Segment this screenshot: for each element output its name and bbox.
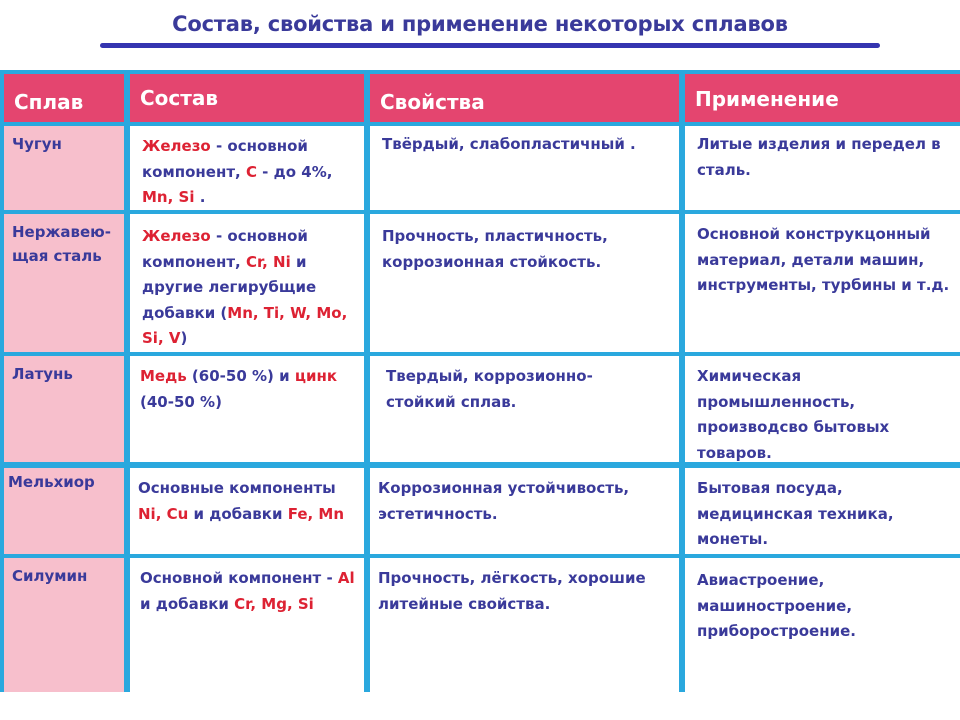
composition-highlight: Cr, Ni xyxy=(245,252,291,271)
composition-text: (40-50 %) xyxy=(140,392,222,411)
header-composition: Состав xyxy=(130,74,364,122)
composition-cell xyxy=(130,356,364,462)
alloy-name: Чугун xyxy=(12,135,62,153)
properties-cell: Прочность, лёгкость, хорошие литейные свойства. xyxy=(370,558,679,692)
composition-text: ) xyxy=(180,329,188,347)
alloy-name: Латунь xyxy=(12,365,73,383)
composition-cell xyxy=(130,126,364,210)
composition-highlight: Cr, Mg, Si xyxy=(234,594,314,613)
properties-cell: Прочность, пластичность, коррозионная стойкость. xyxy=(370,214,679,352)
composition-highlight: Железо xyxy=(142,227,211,245)
composition-text: (60-50 %) и xyxy=(186,367,295,385)
composition-highlight: Fe, Mn xyxy=(287,504,345,523)
header-alloy: Сплав xyxy=(4,74,124,122)
alloy-cell xyxy=(4,214,124,352)
alloy-name: Нержавею- xyxy=(12,223,111,241)
composition-text: и добавки xyxy=(140,594,235,613)
composition-text: и другие легирубщие добавки ( xyxy=(142,252,317,322)
composition-text: - до 4%, xyxy=(256,162,333,181)
composition-highlight: цинк xyxy=(294,367,338,385)
composition-text: - основной компонент, xyxy=(142,137,308,181)
composition-cell xyxy=(130,214,364,352)
application-cell: Бытовая посуда, медицинская техника, монеты. xyxy=(685,468,960,554)
composition-text: . xyxy=(194,188,206,206)
properties-cell: Коррозионная устойчивость, эстетичность. xyxy=(370,468,679,554)
composition-text: - основной компонент, xyxy=(142,227,308,271)
composition-highlight: Mn, Ti, W, Mo, Si, V xyxy=(142,303,348,347)
composition-highlight: Железо xyxy=(142,137,211,155)
alloy-cell xyxy=(4,126,124,210)
alloy-name-cont: щая сталь xyxy=(12,247,102,265)
composition-text: и добавки xyxy=(188,504,288,523)
composition-cell xyxy=(130,468,364,554)
alloys-table xyxy=(0,70,960,692)
header-application: Применение xyxy=(685,74,960,122)
application-cell: Литые изделия и передел в сталь. xyxy=(685,126,960,210)
alloy-name: Мельхиор xyxy=(8,473,95,491)
composition-highlight: С xyxy=(245,162,257,181)
properties-cell: Твердый, коррозионно-стойкий сплав. xyxy=(370,356,679,462)
composition-text: Основные компоненты xyxy=(138,479,336,497)
properties-cell: Твёрдый, слабопластичный . xyxy=(370,126,679,210)
alloy-name: Силумин xyxy=(12,567,88,585)
composition-highlight: Mn, Si xyxy=(142,188,195,206)
composition-text: Основной компонент - xyxy=(140,569,338,587)
application-cell: Авиастроение, машиностроение, приборостроение. xyxy=(685,558,960,692)
alloy-cell xyxy=(4,558,124,692)
header-properties: Свойства xyxy=(370,74,679,122)
composition-highlight: Медь xyxy=(140,367,187,385)
application-cell: Основной конструкцонный материал, детали машин, инструменты, турбины и т.д. xyxy=(685,214,960,352)
alloy-cell xyxy=(4,468,124,554)
composition-highlight: Al xyxy=(337,569,355,587)
application-cell: Химическая промышленность, производсво бытовых товаров. xyxy=(685,356,960,462)
alloy-cell xyxy=(4,356,124,462)
page-title: Состав, свойства и применение некоторых сплавов xyxy=(172,12,788,36)
composition-cell xyxy=(130,558,364,692)
title-underline xyxy=(100,43,880,48)
composition-highlight: Ni, Cu xyxy=(138,504,189,523)
